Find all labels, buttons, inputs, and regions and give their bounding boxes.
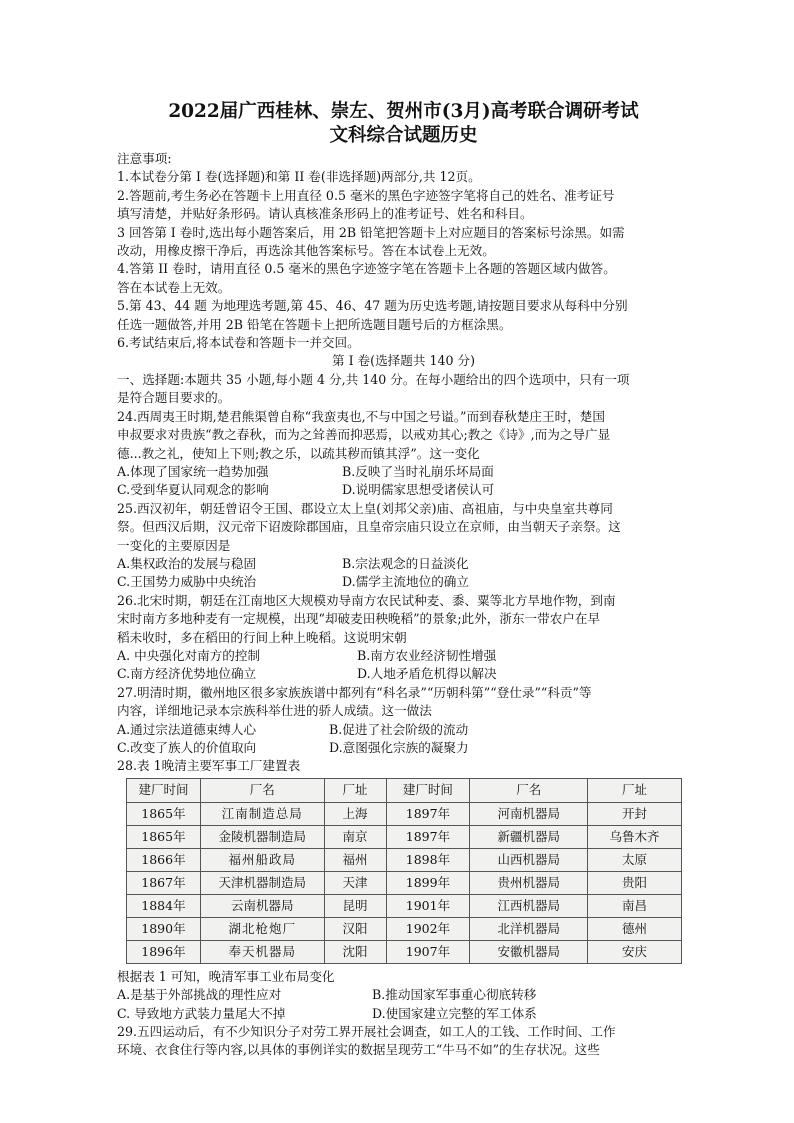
table-cell: 1865年: [127, 802, 201, 825]
table-cell: 金陵机器制造局: [200, 825, 324, 848]
table-cell: 1866年: [127, 848, 201, 871]
table-row: [127, 825, 682, 848]
table-cell: 安庆: [588, 940, 682, 963]
notice-line: 2.答题前,考生务必在答题卡上用直径 0.5 毫米的黑色字迹签字笔将自己的姓名、准考证号: [117, 187, 615, 203]
section-heading: 第 I 卷(选择题共 140 分): [331, 353, 475, 369]
option-b: B.反映了当时礼崩乐坏局面: [342, 463, 494, 479]
table-cell: 德州: [588, 917, 682, 940]
section-instruction: 一、选择题:本题共 35 小题,每小题 4 分,共 140 分。在每小题给出的四个选项中，只有一项: [117, 371, 630, 387]
question-stem: 27.明清时期，徽州地区很多家族族谱中都列有“科名录”“历朝科第”“登仕录”“科贡”等: [117, 684, 592, 700]
table-row: [127, 848, 682, 871]
option-b: B.宗法观念的日益淡化: [342, 555, 469, 571]
table-cell: 1907年: [386, 940, 470, 963]
option-c: C.南方经济优势地位确立: [117, 666, 257, 682]
notice-line: 任选一题做答,并用 2B 铅笔在答题卡上把所选题目题号后的方框涂黑。: [117, 316, 512, 332]
table-cell: 1884年: [127, 894, 201, 917]
table-cell: 1897年: [386, 825, 470, 848]
table-cell: 1890年: [127, 917, 201, 940]
option-d: D.说明儒家思想受诸侯认可: [342, 482, 495, 498]
table-cell: 贵阳: [588, 871, 682, 894]
option-a: A.是基于外部挑战的理性应对: [117, 987, 282, 1003]
option-d: D.意图强化宗族的凝聚力: [329, 740, 469, 755]
table-cell: 1899年: [386, 871, 470, 894]
table-cell: 江西机器局: [470, 894, 588, 917]
notice-line: 答在本试卷上无效。: [117, 279, 231, 295]
table-cell: 安徽机器局: [470, 940, 588, 963]
option-c: C.受到华夏认同观念的影响: [117, 482, 269, 498]
question-stem: 稻未收时，多在稻田的行间上种上晚稻。这说明宋朝: [117, 629, 407, 645]
question-stem: 一变化的主要原因是: [117, 537, 231, 553]
column-header: 建厂时间: [127, 778, 201, 802]
option-b: B.促进了社会阶级的流动: [329, 721, 469, 737]
table-cell: 1867年: [127, 871, 201, 894]
table-cell: 1901年: [386, 894, 470, 917]
option-d: D.儒学主流地位的确立: [342, 574, 469, 590]
table-cell: 1902年: [386, 917, 470, 940]
column-header: 厂址: [324, 778, 386, 802]
column-header: 厂址: [588, 778, 682, 802]
table-cell: 福州船政局: [200, 848, 324, 871]
table-cell: 天津: [324, 871, 386, 894]
table-cell: 1898年: [386, 848, 470, 871]
table-row: [127, 917, 682, 940]
military-factory-table: [126, 778, 682, 964]
option-d: D.使国家建立完整的军工体系: [372, 1005, 537, 1021]
notice-line: 1.本试卷分第 I 卷(选择题)和第 II 卷(非选择题)两部分,共 12页。: [117, 169, 481, 185]
table-cell: 南京: [324, 825, 386, 848]
notice-line: 改动，用橡皮擦干净后，再选涂其他答案标号。答在本试卷上无效。: [117, 243, 495, 259]
table-cell: 1897年: [386, 802, 470, 825]
table-cell: 1865年: [127, 825, 201, 848]
table-row: [127, 940, 682, 963]
table-cell: 开封: [588, 802, 682, 825]
exam-title-line2: 文科综合试题历史: [329, 125, 478, 146]
table-cell: 北洋机器局: [470, 917, 588, 940]
table-cell: 新疆机器局: [470, 825, 588, 848]
column-header: 厂名: [470, 778, 588, 802]
section-instruction: 是符合题目要求的。: [117, 390, 231, 406]
table-row: [127, 894, 682, 917]
exam-title-line1: 2022届广西桂林、崇左、贺州市(3月)高考联合调研考试: [168, 101, 639, 122]
notice-line: 3 回答第 I 卷时,选出每小题答案后，用 2B 铅笔把答题卡上对应题目的答案标号涂黑。如需: [117, 224, 625, 240]
option-c: C. 导致地方武装力量尾大不掉: [117, 1005, 286, 1021]
question-stem: 环境、衣食住行等内容,以具体的事例详实的数据呈现劳工“牛马不如”的生存状况。这些: [117, 1042, 600, 1058]
option-d: D.人地矛盾危机得以解决: [357, 666, 497, 682]
table-cell: 江南制造总局: [200, 802, 324, 825]
table-cell: 河南机器局: [470, 802, 588, 825]
question-25: [117, 500, 690, 592]
notice-line: 4.答第 II 卷时，请用直径 0.5 毫米的黑色字迹签字笔在答题卡上各题的答题区域内做答。: [117, 261, 616, 277]
table-cell: 沈阳: [324, 940, 386, 963]
question-stem: 德...教之礼，使知上下则;教之乐，以疏其秽而镇其浮”。这一变化: [117, 445, 480, 461]
table-header-row: [127, 778, 682, 802]
question-stem: 宋时南方多地种麦有一定规模，出现“却破麦田秧晚稻”的景象;此外，浙东一带农户在早: [117, 611, 601, 627]
option-a: A.体现了国家统一趋势加强: [117, 463, 269, 479]
notice-heading: 注意事项:: [117, 151, 172, 166]
notice-line: 5.第 43、44 题 为地理选考题,第 45、46、47 题为历史选考题,请按题目要求从每科中分别: [117, 298, 628, 314]
question-stem: 祭。但西汉后期，汉元帝下诏废除郡国庙，且皇帝宗庙只设立在京师，由当朝天子亲祭。这: [117, 519, 621, 535]
question-stem: 内容，详细地记录本宗族科举仕进的骄人成绩。这一做法: [117, 703, 432, 719]
table-cell: 汉阳: [324, 917, 386, 940]
table-cell: 湖北枪炮厂: [200, 917, 324, 940]
question-stem: 根据表 1 可知，晚清军事工业布局变化: [117, 968, 335, 984]
table-cell: 南昌: [588, 894, 682, 917]
question-24: [117, 408, 690, 500]
notice-line: 填写清楚，并贴好条形码。请认真核准条形码上的准考证号、姓名和科目。: [117, 206, 533, 222]
question-stem: 25.西汉初年，朝廷曾诏令王国、郡设立太上皇(刘邦父亲)庙、高祖庙，与中央皇室共尊同: [117, 500, 613, 516]
table-cell: 太原: [588, 848, 682, 871]
option-c: C.王国势力威胁中央统治: [117, 574, 257, 590]
question-29: [117, 1023, 690, 1060]
option-a: A. 中央强化对南方的控制: [117, 647, 261, 663]
question-stem: 24.西周夷王时期,楚君熊渠曾自称“我蛮夷也,不与中国之号谥。”而到春秋楚庄王时，楚国: [117, 408, 605, 424]
table-cell: 云南机器局: [200, 894, 324, 917]
table-cell: 山西机器局: [470, 848, 588, 871]
table-cell: 乌鲁木齐: [588, 825, 682, 848]
column-header: 厂名: [200, 778, 324, 802]
question-28: [117, 757, 690, 1023]
option-b: B.南方农业经济韧性增强: [357, 647, 497, 663]
table-cell: 1896年: [127, 940, 201, 963]
question-26: [117, 592, 690, 684]
table-cell: 贵州机器局: [470, 871, 588, 894]
table-cell: 天津机器制造局: [200, 871, 324, 894]
question-stem: 申叔要求对贵族“教之春秋，而为之耸善而抑恶焉，以戒劝其心;教之《诗》,而为之导广显: [117, 427, 611, 443]
table-cell: 福州: [324, 848, 386, 871]
table-caption: 28.表 1晚清主要军事工厂建置表: [117, 758, 301, 774]
notice-block: [117, 150, 690, 352]
table-cell: 奉天机器局: [200, 940, 324, 963]
option-c: C.改变了族人的价值取向: [117, 740, 257, 755]
column-header: 建厂时间: [386, 778, 470, 802]
table-cell: 上海: [324, 802, 386, 825]
option-a: A.集权政治的发展与稳固: [117, 555, 257, 571]
question-27: [117, 684, 690, 758]
option-b: B.推动国家军事重心彻底转移: [372, 987, 537, 1003]
table-row: [127, 871, 682, 894]
notice-line: 6.考试结束后,将本试卷和答题卡一并交回。: [117, 335, 360, 351]
option-a: A.通过宗法道德束缚人心: [117, 721, 257, 737]
question-stem: 26.北宋时期，朝廷在江南地区大规模劝导南方农民试种麦、黍、粟等北方旱地作物，到南: [117, 592, 616, 608]
question-stem: 29.五四运动后，有不少知识分子对劳工界开展社会调查，如工人的工钱、工作时间、工作: [117, 1024, 616, 1040]
table-row: [127, 802, 682, 825]
table-cell: 昆明: [324, 894, 386, 917]
